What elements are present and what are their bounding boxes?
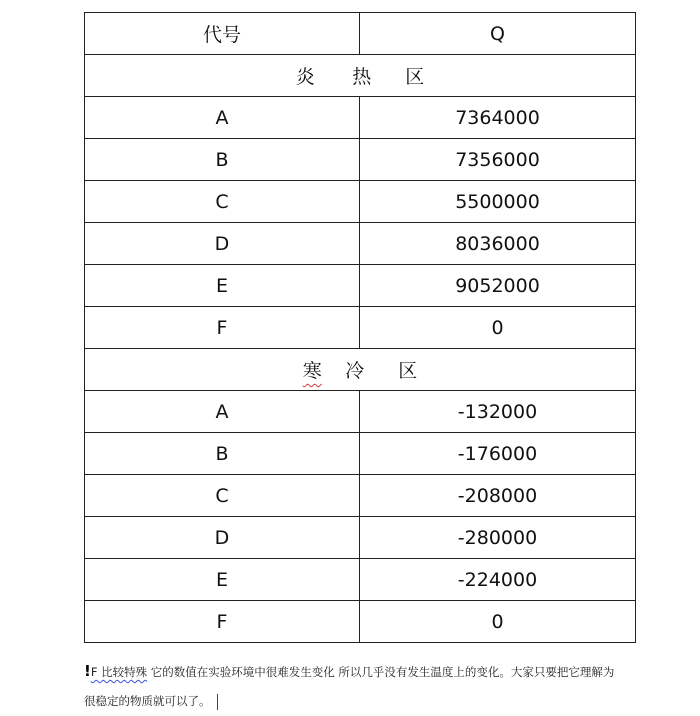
code-cell: E [85,559,360,601]
table-header-row [85,13,636,55]
table-row [85,307,636,349]
warning-icon: ! [84,662,91,680]
table-body [85,55,636,643]
table-row [85,433,636,475]
header-code: 代号 [85,13,360,55]
q-value-cell: 8036000 [360,223,636,265]
code-cell: D [85,517,360,559]
q-value-cell: 9052000 [360,265,636,307]
q-value-cell: -280000 [360,517,636,559]
section-header-row [85,349,636,391]
footnote-highlight: F 比较特殊 [90,665,148,679]
footnote-text-1: 它的数值在实验环境中很难发生变化 所以几乎没有发生温度上的变化。大家只要把它理解为 [147,665,615,679]
code-cell: F [85,601,360,643]
table-row [85,181,636,223]
code-cell: C [85,181,360,223]
section-title-first-char: 炎 [295,66,329,88]
data-table [84,12,636,643]
header-q: Q [360,13,636,55]
table-row [85,97,636,139]
section-title [85,55,636,97]
table-row [85,391,636,433]
footnote [84,656,644,716]
code-cell: B [85,433,360,475]
table-row [85,517,636,559]
q-value-cell: -224000 [360,559,636,601]
footnote-text-2: 很稳定的物质就可以了。 [84,694,211,708]
table-row [85,139,636,181]
footnote-line-2 [84,686,644,716]
section-title-gap [322,360,346,382]
q-value-cell: 7364000 [360,97,636,139]
section-title-first-char: 寒 [302,360,322,382]
code-cell: F [85,307,360,349]
section-header-row [85,55,636,97]
code-cell: D [85,223,360,265]
code-cell: C [85,475,360,517]
section-title [85,349,636,391]
q-value-cell: -132000 [360,391,636,433]
code-cell: A [85,391,360,433]
code-cell: E [85,265,360,307]
q-value-cell: 5500000 [360,181,636,223]
table-row [85,601,636,643]
table-row [85,265,636,307]
table-row [85,475,636,517]
code-cell: B [85,139,360,181]
text-cursor [217,694,218,710]
table-row [85,223,636,265]
q-value-cell: -208000 [360,475,636,517]
footnote-line-1 [84,656,644,686]
q-value-cell: 0 [360,307,636,349]
section-title-rest: 冷 区 [345,360,432,382]
q-value-cell: -176000 [360,433,636,475]
table-row [85,559,636,601]
q-value-cell: 7356000 [360,139,636,181]
q-value-cell: 0 [360,601,636,643]
code-cell: A [85,97,360,139]
section-title-rest: 热 区 [352,66,439,88]
section-title-gap [329,66,353,88]
